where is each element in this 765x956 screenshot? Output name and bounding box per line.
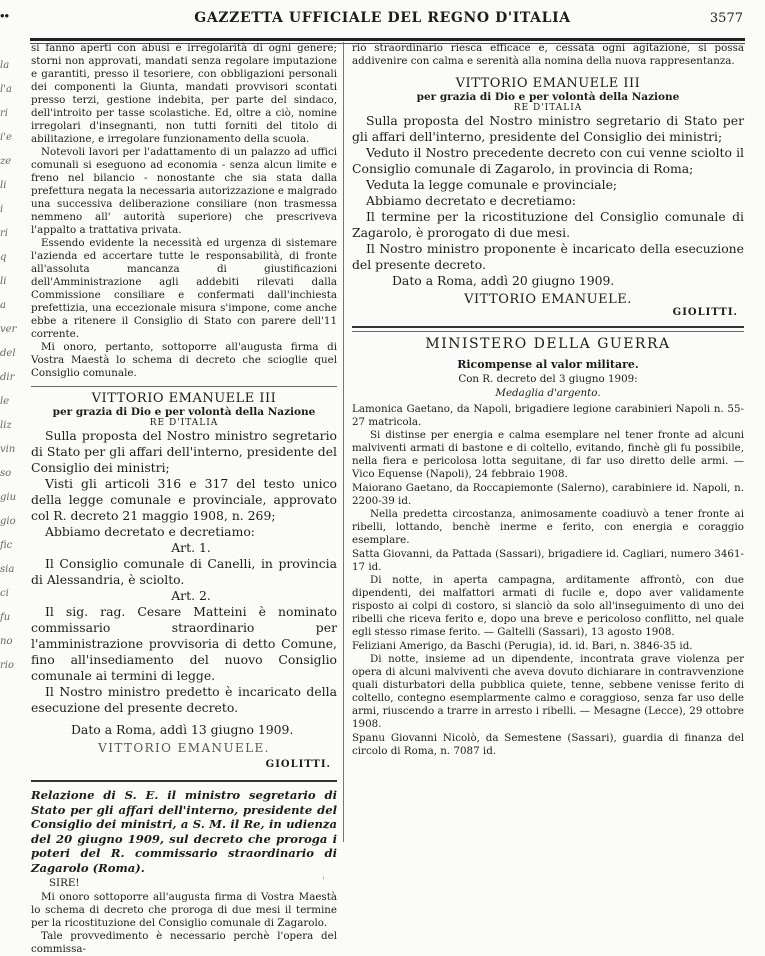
decree-paragraph: Visti gli articoli 316 e 317 del testo unico della legge comunale e provinciale, approvato col R. decreto 21 maggio 1908, n. 269; [31, 476, 337, 523]
decree-date: Dato a Roma, addì 20 giugno 1909. [392, 273, 615, 288]
article-label: Art. 2. [171, 588, 211, 603]
decree-paragraph: Il termine per la ricostituzione del Consiglio comunale di Zagarolo, è prorogato di due mesi. [352, 209, 744, 240]
article-label: Art. 1. [171, 540, 211, 555]
award-description: Di notte, insieme ad un dipendente, incontrata grave violenza per opera di alcuni malviventi che aveva dovuto dichiarare in contravvenzione quali disturbatori della pubblica quiete, tenne, sebbene venisse ferito di coltello, contegno esemplarmente calmo e coraggioso, senza far uso delle armi, riuscendo a trarre in arresto i ribelli. — Mesagne (Lecce), 29 ottobre 1908. [352, 653, 744, 730]
margin-fragment: giu [0, 492, 17, 503]
decree-grace: per grazia di Dio e per volontà della Nazione [416, 91, 680, 103]
section-rule [31, 386, 337, 387]
ministry-title: MINISTERO DELLA GUERRA [425, 336, 671, 352]
intro-paragraph: Mi onoro, pertanto, sottoporre all'augusta firma di Vostra Maestà lo schema di decreto che scioglie quel Consiglio comunale. [31, 341, 337, 379]
relazione-paragraph: Mi onoro sottoporre all'augusta firma di Vostra Maestà lo schema di decreto che proroga di due mesi il termine per la ricostituzione del Consiglio comunale di Zagarolo. [31, 891, 337, 929]
signature-minister: GIOLITTI. [265, 759, 331, 770]
award-entry [352, 403, 744, 481]
decree-paragraph: Abbiamo decretato e decretiamo: [366, 193, 576, 208]
margin-fragment: ze [0, 156, 12, 167]
margin-fragment: q [0, 252, 7, 263]
continuation-paragraph: rio straordinario riesca efficace e, cessata ogni agitazione, si possa addivenire con calma e serenità alla nomina della nuova rappresentanza. [352, 42, 744, 67]
signature-king: VITTORIO EMANUELE. [464, 292, 632, 307]
left-column [31, 42, 337, 956]
decree-paragraph: Sulla proposta del Nostro ministro segretario di Stato per gli affari dell'interno, presidente del Consiglio dei ministri; [31, 428, 337, 475]
margin-fragment: sia [0, 564, 15, 575]
decree-zagarolo [352, 76, 744, 318]
margin-fragment: i'e [0, 132, 12, 143]
decree-paragraph: Abbiamo decretato e decretiamo: [45, 524, 255, 539]
relazione-continuation [352, 42, 744, 68]
margin-fragment: la [0, 60, 10, 71]
decree-re: RE D'ITALIA [513, 103, 583, 113]
award-name: Feliziani Amerigo, da Baschi (Perugia), id. id. Bari, n. 3846-35 id. [352, 640, 693, 652]
margin-fragment: rio [0, 660, 14, 671]
relazione-heading: Relazione di S. E. il ministro segretario di Stato per gli affari dell'interno, presidente del Consiglio dei ministri, a S. M. il Re, in udienza del 20 giugno 1909, sul decreto che proroga i poteri del R. commissario straordinario di Zagarolo (Roma). [31, 788, 337, 875]
award-name: Satta Giovanni, da Pattada (Sassari), brigadiere id. Cagliari, numero 3461-17 id. [352, 548, 744, 573]
decree-closing: Il Nostro ministro predetto è incaricato della esecuzione del presente decreto. [31, 684, 337, 715]
margin-fragment: ver [0, 324, 17, 335]
article-text: Il sig. rag. Cesare Matteini è nominato commissario straordinario per l'amministrazione provvisoria di detto Comune, fino all'insediamento del nuovo Consiglio comunale ai termini di legge. [31, 604, 337, 683]
page-title: GAZZETTA UFFICIALE DEL REGNO D'ITALIA [194, 10, 571, 26]
ministry-section [352, 336, 744, 758]
margin-fragment: li [0, 180, 7, 191]
section-rule-thin [352, 331, 744, 332]
award-name: Maiorano Gaetano, da Roccapiemonte (Salerno), carabiniere id. Napoli, n. 2200-39 id. [352, 482, 744, 507]
margin-fragment: ci [0, 588, 9, 599]
footer-mark: ' [322, 876, 325, 887]
intro-paragraph: si fanno aperti con abusi e irregolarità di ogni genere; storni non approvati, mandati senza regolare imputazione e garantiti, presso il tesoriere, con obbligazioni personali dei componenti la Giunta, mandati provvisori scontati presso terzi, gestione indebita, per parte del sindaco, dell'introito per tasse scolastiche. Ed, oltre a ciò, nomine irregolari d'insegnanti, non tutti forniti del titolo di abilitazione, e irregolare funzionamento della scuola. [31, 42, 337, 145]
award-entry [352, 640, 744, 731]
margin-fragment: a [0, 300, 6, 311]
signature-king: VITTORIO EMANUELE. [98, 741, 270, 755]
award-name: Spanu Giovanni Nicolò, da Semestene (Sassari), guardia di finanza del circolo di Roma, n. 7087 id. [352, 732, 744, 757]
margin-fragment: li [0, 276, 7, 287]
margin-fragment: gio [0, 516, 16, 527]
section-rule [352, 326, 744, 328]
decree-grace: per grazia di Dio e per volontà della Nazione [52, 406, 316, 418]
award-entry [352, 482, 744, 547]
relazione-paragraph: Tale provvedimento è necessario perchè l'opera del commissa- [31, 930, 337, 955]
section-rule [31, 780, 337, 782]
signature-minister: GIOLITTI. [672, 307, 738, 318]
decree-king: VITTORIO EMANUELE III [455, 76, 641, 91]
decree-paragraph: Veduta la legge comunale e provinciale; [366, 177, 618, 192]
margin-fragment: i [0, 204, 4, 215]
ministry-subtitle: Ricompense al valor militare. [457, 358, 639, 371]
award-entry [352, 548, 744, 639]
decree-paragraph: Veduto il Nostro precedente decreto con cui venne sciolto il Consiglio comunale di Zagarolo, in provincia di Roma; [352, 145, 744, 176]
margin-fragment: dir [0, 372, 15, 383]
medal-type: Medaglia d'argento. [495, 387, 601, 399]
decree-paragraph: Il Nostro ministro proponente è incaricato della esecuzione del presente decreto. [352, 241, 744, 272]
margin-fragment: so [0, 468, 12, 479]
decree-king: VITTORIO EMANUELE III [91, 391, 277, 406]
relazione-zagarolo [31, 788, 337, 956]
page-number: 3577 [709, 11, 743, 26]
intro-report [31, 42, 337, 380]
decree-canelli [31, 391, 337, 770]
award-description: Nella predetta circostanza, animosamente coadiuvò a tener fronte ai ribelli, lottando, benchè inerme e ferito, con energia e coraggio esemplare. [352, 508, 744, 546]
margin-fragment: liz [0, 420, 12, 431]
margin-fragment: fu [0, 612, 11, 623]
header-rule-thick [30, 38, 745, 41]
intro-paragraph: Essendo evidente la necessità ed urgenza di sistemare l'azienda ed accertare tutte le responsabilità, di fronte all'assoluta mancanza di giustificazioni dell'Amministrazione agli addebiti rilevati dalla Commissione consiliare e confermati dall'inchiesta prefettizia, una eccezionale misura s'impone, come anche ebbe a ritenere il Consiglio di Stato con parere dell'11 corrente. [31, 237, 337, 340]
margin-fragment: ri [0, 108, 8, 119]
column-divider [343, 42, 344, 842]
intro-paragraph: Notevoli lavori per l'adattamento di un palazzo ad uffici comunali si eseguono ad economia - senza alcun limite e freno nel bilancio - nonostante che sia stata dalla prefettura negata la necessaria autorizzazione e malgrado una successiva deliberazione consiliare (non trasmessa nemmeno all' autorità superiore) che prescriveva l'appalto a trattativa privata. [31, 146, 337, 236]
page-header [0, 6, 765, 34]
award-entry [352, 732, 744, 758]
margin-fragment: ri [0, 228, 8, 239]
award-description: Si distinse per energia e calma esemplare nel tener fronte ad alcuni malviventi armati di bastone e di coltello, evitando, finchè gli fu possibile, nella fiera e pericolosa lotta seguitane, di far uso diretto delle armi. — Vico Equense (Napoli), 24 febbraio 1908. [352, 429, 744, 480]
margin-fragment: del [0, 348, 16, 359]
award-name: Lamonica Gaetano, da Napoli, brigadiere legione carabinieri Napoli n. 55-27 matricola. [352, 403, 744, 428]
article-text: Il Consiglio comunale di Canelli, in provincia di Alessandria, è sciolto. [31, 556, 337, 587]
award-description: Di notte, in aperta campagna, arditamente affrontò, con due dipendenti, dei malfattori armati di fucile e, dopo aver validamente risposto ai colpi di costoro, si slanciò da solo all'inseguimento di uno dei ribelli che riceva ferito e, dopo una breve e pericoloso conflitto, nel quale egli stesso rimase ferito. — Galtelli (Sassari), 13 agosto 1908. [352, 574, 744, 638]
decree-re: RE D'ITALIA [149, 418, 219, 428]
header-left-mark: •• [0, 8, 10, 23]
relazione-salutation: SIRE! [49, 877, 80, 889]
ministry-condition: Con R. decreto del 3 giugno 1909: [458, 373, 638, 385]
margin-fragment: l'a [0, 84, 12, 95]
margin-fragment: no [0, 636, 13, 647]
decree-date: Dato a Roma, addì 13 giugno 1909. [71, 722, 294, 737]
margin-fragment: le [0, 396, 10, 407]
margin-fragments [0, 60, 22, 684]
margin-fragment: vin [0, 444, 16, 455]
margin-fragment: fic [0, 540, 13, 551]
right-column [352, 42, 744, 759]
decree-paragraph: Sulla proposta del Nostro ministro segretario di Stato per gli affari dell'interno, presidente del Consiglio dei ministri; [352, 113, 744, 144]
